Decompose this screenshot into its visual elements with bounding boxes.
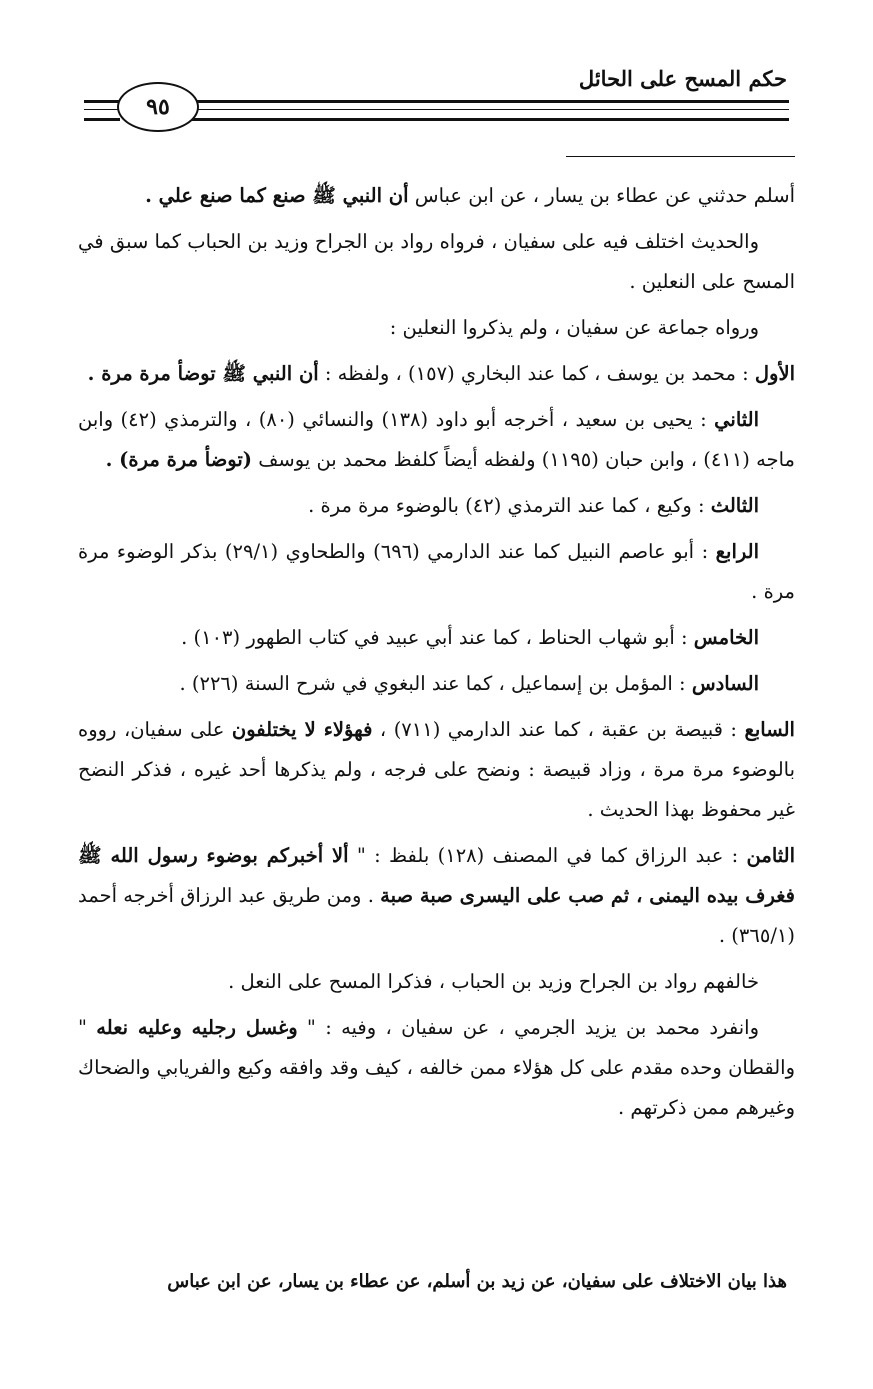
- paragraph: [78, 1008, 795, 1128]
- bold-text-run: الأول: [754, 362, 795, 385]
- text-run: : قبيصة بن عقبة ، كما عند الدارمي (٧١١) ،: [372, 718, 745, 741]
- text-run: : أبو شهاب الحناط ، كما عند أبي عبيد في كتاب الطهور (١٠٣) .: [181, 626, 694, 649]
- main-text-body: [78, 176, 795, 1134]
- text-run: أسلم حدثني عن عطاء بن يسار ، عن ابن عباس: [408, 184, 795, 207]
- text-run: وانفرد محمد بن يزيد الجرمي ، عن سفيان ، وفيه : ": [297, 1016, 759, 1039]
- closing-heading-line: هذا بيان الاختلاف على سفيان، عن زيد بن أسلم، عن عطاء بن يسار، عن ابن عباس: [167, 1271, 787, 1292]
- paragraph: [78, 532, 795, 612]
- footnote-separator-rule: [566, 156, 795, 157]
- bold-text-run: الثالث: [710, 494, 759, 517]
- text-run: : يحيى بن سعيد ، أخرجه أبو داود (١٣٨) والنسائي (٨٠) ، والترمذي (٤٢) وابن ماجه (٤١١) ، وابن حبان (١١٩٥) ولفظه أيضاً كلفظ محمد بن يوسف: [78, 408, 795, 471]
- bold-text-run: وغسل رجليه وعليه نعله: [96, 1016, 298, 1039]
- header-rule-divider: [84, 109, 120, 110]
- paragraph: [78, 664, 795, 704]
- text-run: : عبد الرزاق كما في المصنف (١٢٨) بلفظ : ": [348, 844, 747, 867]
- running-header-title: حكم المسح على الحائل: [578, 66, 787, 91]
- text-run: : أبو عاصم النبيل كما عند الدارمي (٦٩٦) والطحاوي (٢٩/١) بذكر الوضوء مرة مرة .: [78, 540, 795, 603]
- bold-text-run: أن النبي ﷺ توضأ مرة مرة .: [87, 362, 319, 385]
- text-run: . ومن طريق عبد الرزاق أخرجه أحمد (٣٦٥/١) .: [78, 884, 795, 947]
- header-rule-divider: [84, 100, 120, 103]
- text-run: ورواه جماعة عن سفيان ، ولم يذكروا النعلين :: [389, 316, 759, 339]
- bold-text-run: فهؤلاء لا يختلفون: [231, 718, 373, 741]
- header-rule-divider: [190, 109, 789, 110]
- paragraph: [78, 354, 795, 394]
- paragraph: [78, 618, 795, 658]
- text-run: " والقطان وحده مقدم على كل هؤلاء ممن خالفه ، كيف وقد وافقه وكيع والفريابي والضحاك وغيرهم ممن ذكرتهم .: [78, 1016, 795, 1119]
- page-number: ٩٥: [117, 82, 199, 132]
- paragraph: [78, 962, 795, 1002]
- paragraph: [78, 222, 795, 302]
- bold-text-run: ألا أخبركم بوضوء رسول الله ﷺ فغرف بيده اليمنى ، ثم صب على اليسرى صبة صبة: [78, 844, 795, 907]
- paragraph: [78, 836, 795, 956]
- bold-text-run: الثامن: [746, 844, 796, 867]
- text-run: : المؤمل بن إسماعيل ، كما عند البغوي في شرح السنة (٢٢٦) .: [179, 672, 692, 695]
- header-rule-divider: [190, 100, 789, 103]
- bold-text-run: السادس: [691, 672, 759, 695]
- paragraph: [78, 400, 795, 480]
- text-run: : محمد بن يوسف ، كما عند البخاري (١٥٧) ، ولفظه :: [318, 362, 755, 385]
- header-rule-divider: [190, 118, 789, 121]
- paragraph: [78, 176, 795, 216]
- bold-text-run: الرابع: [715, 540, 759, 563]
- bold-text-run: السابع: [744, 718, 795, 741]
- bold-text-run: الثاني: [714, 408, 760, 431]
- text-run: على سفيان، رووه بالوضوء مرة مرة ، وزاد قبيصة : ونضح على فرجه ، ولم يذكرها أحد غيره ، فذكر النضح غير محفوظ بهذا الحديث .: [78, 718, 795, 821]
- header-rule-divider: [84, 118, 120, 121]
- text-run: : وكيع ، كما عند الترمذي (٤٢) بالوضوء مرة مرة .: [308, 494, 711, 517]
- paragraph: [78, 486, 795, 526]
- bold-text-run: الخامس: [693, 626, 759, 649]
- text-run: والحديث اختلف فيه على سفيان ، فرواه رواد بن الجراح وزيد بن الحباب كما سبق في المسح على النعلين .: [78, 230, 795, 293]
- bold-text-run: (توضأ مرة مرة) .: [105, 448, 253, 471]
- paragraph: [78, 710, 795, 830]
- text-run: خالفهم رواد بن الجراح وزيد بن الحباب ، فذكرا المسح على النعل .: [228, 970, 759, 993]
- paragraph: [78, 308, 795, 348]
- bold-text-run: أن النبي ﷺ صنع كما صنع علي .: [145, 184, 409, 207]
